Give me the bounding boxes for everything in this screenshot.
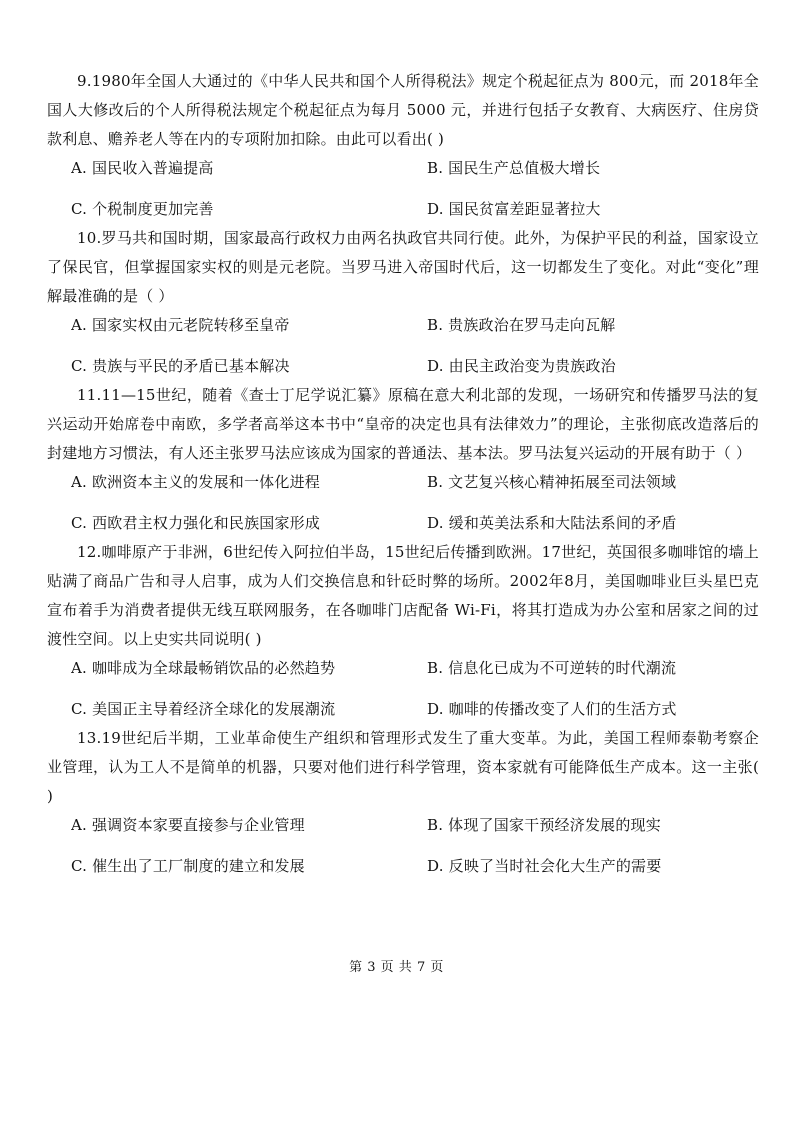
option-c[interactable]: C. 美国正主导着经济全球化的发展潮流 (71, 700, 336, 718)
page-number-footer: 第 3 页 共 7 页 (349, 960, 444, 975)
option-b[interactable]: B. 文艺复兴核心精神拓展至司法领域 (427, 473, 677, 491)
option-a[interactable]: A. 国民收入普遍提高 (71, 159, 214, 177)
option-a[interactable]: A. 欧洲资本主义的发展和一体化进程 (71, 473, 320, 491)
option-a[interactable]: A. 国家实权由元老院转移至皇帝 (71, 316, 290, 334)
option-b[interactable]: B. 国民生产总值极大增长 (427, 159, 601, 177)
option-b[interactable]: B. 信息化已成为不可逆转的时代潮流 (427, 659, 677, 677)
option-d[interactable]: D. 缓和英美法系和大陆法系间的矛盾 (427, 514, 677, 532)
option-c[interactable]: C. 贵族与平民的矛盾已基本解决 (71, 357, 290, 375)
option-b[interactable]: B. 贵族政治在罗马走向瓦解 (427, 316, 616, 334)
option-d[interactable]: D. 由民主政治变为贵族政治 (427, 357, 616, 375)
option-b[interactable]: B. 体现了国家干预经济发展的现实 (427, 816, 661, 834)
answer-options (47, 811, 759, 881)
answer-options (47, 654, 759, 724)
question-13 (47, 724, 759, 881)
option-c[interactable]: C. 催生出了工厂制度的建立和发展 (71, 857, 305, 875)
question-12 (47, 538, 759, 724)
option-c[interactable]: C. 个税制度更加完善 (71, 200, 214, 218)
question-9 (47, 67, 759, 224)
question-stem: 10.罗马共和国时期，国家最高行政权力由两名执政官共同行使。此外，为保护平民的利益，国家设立了保民官，但掌握国家实权的则是元老院。当罗马进入帝国时代后，这一切都发生了变化。对此“变化”理解最准确的是（ ） (47, 229, 759, 305)
option-d[interactable]: D. 反映了当时社会化大生产的需要 (427, 857, 662, 875)
question-10 (47, 224, 759, 381)
answer-options (47, 154, 759, 224)
option-a[interactable]: A. 强调资本家要直接参与企业管理 (71, 816, 305, 834)
question-stem: 11.11—15世纪，随着《查士丁尼学说汇纂》原稿在意大利北部的发现，一场研究和传播罗马法的复兴运动开始席卷中南欧，多学者高举这本书中“皇帝的决定也具有法律效力”的理论，主张彻底改造落后的封建地方习惯法，有人还主张罗马法应该成为国家的普通法、基本法。罗马法复兴运动的开展有助于（ ） (47, 386, 759, 462)
option-d[interactable]: D. 国民贫富差距显著拉大 (427, 200, 601, 218)
question-11 (47, 381, 759, 538)
option-a[interactable]: A. 咖啡成为全球最畅销饮品的必然趋势 (71, 659, 336, 677)
answer-options (47, 311, 759, 381)
answer-options (47, 468, 759, 538)
option-c[interactable]: C. 西欧君主权力强化和民族国家形成 (71, 514, 321, 532)
exam-page (47, 67, 759, 881)
question-stem: 13.19世纪后半期，工业革命使生产组织和管理形式发生了重大变革。为此，美国工程师泰勒考察企业管理，认为工人不是简单的机器，只要对他们进行科学管理，资本家就有可能降低生产成本。这一主张( ) (47, 729, 759, 805)
question-stem: 9.1980年全国人大通过的《中华人民共和国个人所得税法》规定个税起征点为 800元，而 2018年全国人大修改后的个人所得税法规定个税起征点为每月 5000 元，并进行包括子女教育、大病医疗、住房贷款利息、赡养老人等在内的专项附加扣除。由此可以看出( ) (47, 72, 759, 148)
question-stem: 12.咖啡原产于非洲，6世纪传入阿拉伯半岛，15世纪后传播到欧洲。17世纪，英国很多咖啡馆的墙上贴满了商品广告和寻人启事，成为人们交换信息和针砭时弊的场所。2002年8月，美国咖啡业巨头星巴克宣布着手为消费者提供无线互联网服务，在各咖啡门店配备 Wi-Fi，将其打造成为办公室和居家之间的过渡性空间。以上史实共同说明( ) (47, 543, 759, 648)
option-d[interactable]: D. 咖啡的传播改变了人们的生活方式 (427, 700, 677, 718)
